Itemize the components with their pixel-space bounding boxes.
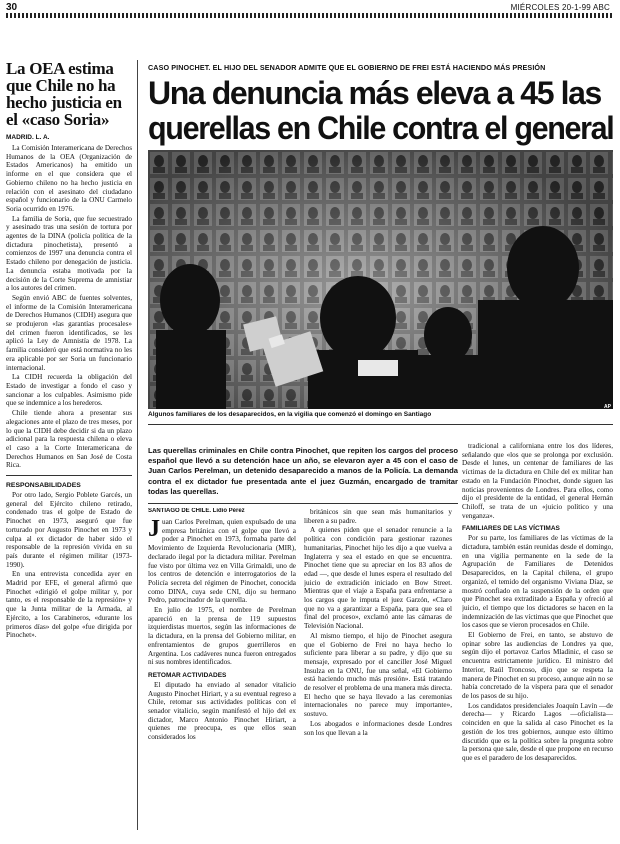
- column-divider: [137, 60, 138, 830]
- drop-cap: J: [148, 516, 160, 542]
- photo-credit: AP: [604, 404, 611, 410]
- page-number: 30: [6, 2, 18, 13]
- body-column-3: [462, 442, 613, 764]
- body-paragraph: A quienes piden que el senador renuncie a la política con condición para gestionar razones humanitarias, Pinochet hijo les dijo a que vuelva a Inglaterra y sea el estado en que se encuentra. Pinochet tiene que su apreciar en los 83 años de edad —, que desde el lunes espera el resultado del juicio de extradición iniciado en Bow Street. Mientras que el viaje a España para enfrentarse a los cargos que le imputa el juez Garzón, «Claro que no va a garantizar a España, para que sea el final del proceso», exclamó ante las cámaras de Televisión Nacional.: [304, 526, 452, 631]
- article-kicker: CASO PINOCHET. EL HIJO DEL SENADOR ADMITE QUE EL GOBIERNO DE FREI ESTÁ HACIENDO MÁS PRESIÓN: [148, 63, 546, 72]
- article-lede: Las querellas criminales en Chile contra Pinochet, que repiten los cargos del proceso español que llevó a su detención hace un año, se elevaron ayer a 45 con el caso de Juan Carlos Perelman, un detenido desaparecido a manos de la Policía. La demanda contra el ex dictador fue presentada ante el juez Guzmán, encargado de tramitar todas las querellas.: [148, 446, 458, 496]
- body-column-1: [148, 508, 296, 743]
- lede-rule: [148, 503, 458, 504]
- body-subheading: FAMILIARES DE LAS VÍCTIMAS: [462, 525, 560, 533]
- sidebar-paragraph: La familia de Soria, que fue secuestrado y asesinado tras una sesión de tortura por agentes de la DINA (policía política de la dictadura pinochetista), presentó a comienzos de 1997 una denuncia contra el Estado chileno por denegación de justicia. La denuncia estaba motivada por la decisión de la Corte Suprema de amnistiar a los autores del crimen.: [6, 214, 132, 293]
- photo-caption: Algunos familiares de los desaparecidos, en la vigilia que comenzó el domingo en Santiago: [148, 411, 432, 418]
- body-paragraph: Los candidatos presidenciales Joaquín Lavín —de derecha— y Ricardo Lagos —oficialista— coinciden en que la salida al caso Pinochet es la gestión de los tres gobiernos, aunque esto último discutido que es la política sobre la pregunta sobre la persona que sale, desde el que propone en recurso que es el paradero de los desaparecidos.: [462, 701, 613, 762]
- body-paragraph: Por su parte, los familiares de las víctimas de la dictadura, también están reunidas desde el domingo, en una vigilia permanente en la sede de la Agrupación de Familiares de Detenidos Desaparecidos, en la Capital chilena, el grupo organizó, el temido del organismo Viviana Díaz, se mostró confiado en la suspensión de la orden que que Pinochet sea extraditado a España y ofreció al juicio, el tiempo que los dictadores se hacen en la indemnización de las víctimas que que Pinochet que los casos que se vieron procesados en Chile.: [462, 534, 613, 630]
- body-subheading: RETOMAR ACTIVIDADES: [148, 671, 227, 679]
- sidebar-paragraph: La CIDH recuerda la obligación del Estado de investigar a fondo el caso y sancionar a los culpables. Asimismo pide que se indemnice a los herederos.: [6, 373, 132, 408]
- article-byline: SANTIAGO DE CHILE. Lidio Pérez: [148, 508, 245, 514]
- headline-line: querellas en Chile contra el general: [148, 110, 614, 146]
- body-paragraph: británicos sin que sean más humanitarios y liberen a su padre.: [304, 508, 452, 525]
- body-paragraph: Al mismo tiempo, el hijo de Pinochet asegura que el Gobierno de Frei no haya hecho lo suficiente para liberar a su padre, y dijo que su mensaje, expresado por el canciller José Miguel Insulza en la ONU, fue una señal, «El Gobierno está haciendo mucho más presión». Está tratando de resolver el problema de una manera más directa. El hecho que se haya llevado a las ceremonias internacionales no parece muy importante», sostuvo.: [304, 631, 452, 719]
- news-photo: [148, 150, 613, 409]
- body-paragraph: [148, 518, 296, 605]
- body-text: uan Carlos Perelman, quien expulsado de una empresa británica con el golpe que llevó a poder a Pinochet en 1973, formaba parte del Movimiento de Izquierda Revolucionaria (MIR), declarado ilegal por la dictadura militar. Perelman fue visto por última vez en Villa Grimaldi, uno de los centros de detención e interrogatorios de la Policía secreta del régimen de Pinochet, conocida como DINA, cuya sede CNI, dijo su hermano Pedro, patrocinador de la querella.: [148, 518, 296, 605]
- sidebar-divider: [6, 475, 132, 476]
- sidebar-byline: MADRID. L. A.: [6, 134, 50, 141]
- caption-rule: [148, 424, 613, 425]
- body-column-2: [304, 508, 452, 738]
- page-header: [0, 0, 620, 20]
- headline-line: Una denuncia más eleva a 45 las: [148, 75, 601, 111]
- body-paragraph: El diputado ha enviado al senador vitalicio Augusto Pinochet Hiriart, y a su eventual regreso a Chile, retomar sus actividades políticas con el senador vitalicio, según manifestó el hijo del ex dictador, Marco Antonio Pinochet Hiriart, a quienes me preocupa, es que ellos sean considerados los: [148, 680, 296, 742]
- body-paragraph: En julio de 1975, el nombre de Perelman apareció en la prensa de 119 supuestos izquierdistas muertos, según las informaciones de la dictadura, en la prensa del Gobierno militar, en enfrentamientos de grupos guerrilleros en Argentina. Los cadáveres nunca fueron entregados ni sus nombres identificados.: [148, 606, 296, 667]
- body-paragraph: Los abogados e informaciones desde Londres son los que llevan a la: [304, 719, 452, 737]
- sidebar-paragraph: Chile tiende ahora a presentar sus alegaciones ante el plazo de tres meses, por lo que la CIDH debe decidir si da un plazo adicional para la respuesta chilena o eleva el caso a la Corte Interamericana de Derechos Humanos en San José de Costa Rica.: [6, 409, 132, 470]
- sidebar-paragraph: La Comisión Interamericana de Derechos Humanos de la OEA (Organización de Estados Americanos) ha emitido un informe en el que considera que el Gobierno chileno no ha hecho justicia en relación con el asesinato del ciudadano español y funcionario de la ONU Carmelo Soria ocurrido en 1976.: [6, 144, 132, 213]
- issue-date: MIÉRCOLES 20-1-99 ABC: [510, 3, 610, 12]
- photo-vigil-image: [148, 150, 613, 409]
- sidebar-paragraph: Según envió ABC de fuentes solventes, el informe de la Comisión Interamericana de Derechos Humanos (CIDH) asegura que se produjeron «las garantías procesales» del crimen fueron identificados, se les aplicó la Ley de Amnistía de 1978. La familia consideró que está normativa no les era aplicable por ser Soria un funcionario internacional.: [6, 293, 132, 372]
- sidebar-subheading: RESPONSABILIDADES: [6, 482, 81, 490]
- header-rule: [6, 13, 614, 18]
- body-paragraph: tradicional a californiana entre los dos líderes, señalando que «los que se prolonga por exclusión. Desde el lunes, un centenar de familiares de las víctimas de la dictadura en Chile del ex militar han estado en la Fundación Pinochet, donde siguen las noticias provenientes de Londres. Para ellos, como dijo el presidente de la entidad, el general Hernán Chiloff, se trata de un «juicio político y una venganza».: [462, 442, 613, 520]
- article-headline: [148, 76, 613, 146]
- sidebar-headline: La OEA estima que Chile no ha hecho justicia en el «caso Soria»: [6, 60, 122, 129]
- sidebar-article: [6, 60, 132, 641]
- body-paragraph: El Gobierno de Frei, en tanto, se abstuvo de opinar sobre las audiencias de Londres ya que, según dijo el portavoz Carlos Mladinic, el caso se encuentra estrictamente jurídico. El ministro del Interior, Raúl Troncoso, dijo que se respeta la manera de Pinochet en su proceso, aunque aún no se había concretado de la víspera para que el senador de los pasos de su hijo.: [462, 631, 613, 700]
- sidebar-paragraph: En una entrevista concedida ayer en Madrid por EFE, el general afirmó que Pinochet «dirigió el golpe militar y, por tanto, es el responsable de la represión» y que la Junta militar de la Armada, al Ejército, a los Carabineros, «durante los primeros días» del golpe «fue dirigida por Pinochet».: [6, 570, 132, 640]
- sidebar-paragraph: Por otro lado, Sergio Poblete Garcés, un general del Ejército chileno retirado, condenado tras el golpe de Estado de Pinochet en 1973, aseguró que fue torturado por Augusto Pinochet en 1973 y culpa al ex dictador de haber sido el responsable de la represión vivida en su país durante el régimen militar (1973-1990).: [6, 491, 132, 569]
